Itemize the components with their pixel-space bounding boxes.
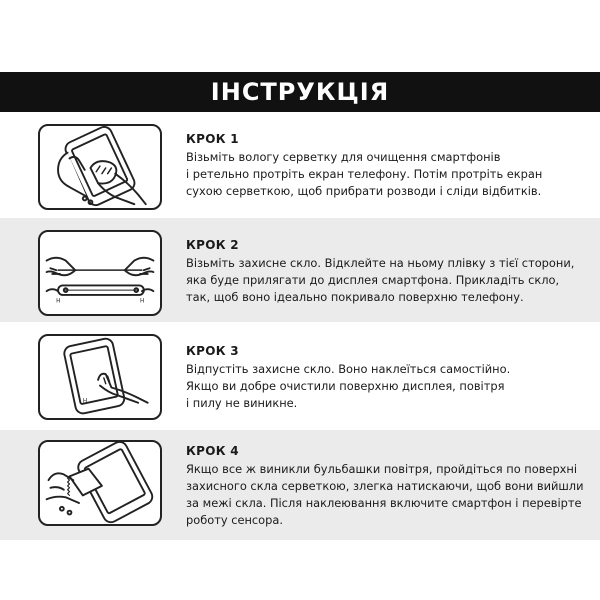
step-4-text	[186, 444, 586, 529]
step-3-line-3: і пилу не виникне.	[186, 396, 298, 410]
step-1-text	[186, 132, 586, 200]
step-2-body	[186, 255, 586, 306]
step-1-line-3: сухою серветкою, щоб прибрати розводи і сліди відбитків.	[186, 184, 542, 198]
svg-text:H: H	[82, 398, 88, 405]
step-3-line-1: Відпустіть захисне скло. Воно наклеїться самостійно.	[186, 362, 511, 376]
step-3-title: КРОК 3	[186, 344, 239, 358]
svg-text:H: H	[140, 298, 145, 305]
step-4	[0, 430, 600, 540]
step-3-line-2: Якщо ви добре очистили поверхню дисплея, повітря	[186, 379, 505, 393]
step-4-line-3: за межі скла. Після наклеювання включите смартфон і перевірте	[186, 496, 582, 510]
step-4-body	[186, 461, 586, 529]
header-banner	[0, 72, 600, 112]
page-title: ІНСТРУКЦІЯ	[210, 78, 390, 106]
step-3	[0, 324, 600, 428]
hand-wiping-phone-icon	[38, 124, 162, 210]
finger-pressing-screen-icon	[38, 334, 162, 420]
cloth-removing-bubbles-icon	[38, 440, 162, 526]
step-2-line-3: так, щоб воно ідеально покривало поверхню телефону.	[186, 290, 524, 304]
step-4-title: КРОК 4	[186, 444, 239, 458]
step-1	[0, 122, 600, 226]
step-3-text	[186, 344, 586, 412]
step-2-title: КРОК 2	[186, 238, 239, 252]
step-3-body	[186, 361, 586, 412]
step-1-body	[186, 149, 586, 200]
step-2-line-1: Візьміть захисне скло. Відклейте на ньому плівку з тієї сторони,	[186, 256, 575, 270]
step-4-line-1: Якщо все ж виникли бульбашки повітря, пройдіться по поверхні	[186, 462, 578, 476]
svg-text:H: H	[56, 298, 61, 305]
hands-applying-glass-icon	[38, 230, 162, 316]
step-2-line-2: яка буде прилягати до дисплея смартфона. Прикладіть скло,	[186, 273, 560, 287]
step-2	[0, 218, 600, 322]
step-1-title: КРОК 1	[186, 132, 239, 146]
step-1-line-1: Візьміть вологу серветку для очищення смартфонів	[186, 150, 501, 164]
step-4-line-2: захисного скла серветкою, злегка натискаючи, щоб вони вийшли	[186, 479, 584, 493]
step-2-text	[186, 238, 586, 306]
step-4-line-4: роботу сенсора.	[186, 513, 283, 527]
step-1-line-2: і ретельно протріть екран телефону. Потім протріть екран	[186, 167, 543, 181]
